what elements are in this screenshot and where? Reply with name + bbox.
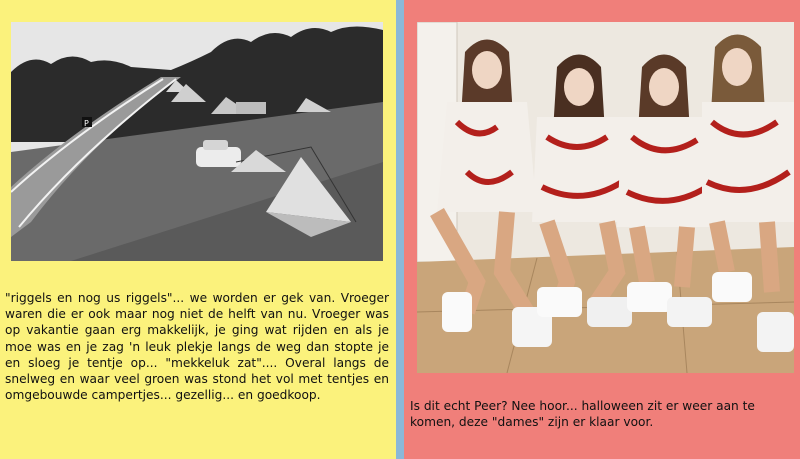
halloween-costume-photo xyxy=(417,22,794,373)
right-caption: Is dit echt Peer? Nee hoor... halloween zit er weer aan te komen, deze "dames" zijn er klaar voor. xyxy=(410,399,755,430)
right-panel xyxy=(404,0,800,459)
left-panel xyxy=(0,0,396,459)
parking-sign-letter: P xyxy=(84,119,89,128)
panel-divider xyxy=(396,0,404,459)
left-caption: "riggels en nog us riggels"... we worden er gek van. Vroeger waren die er ook maar nog niet de helft van nu. Vroeger was op vakantie gaan erg makkelijk, je ging wat rijden en als je moe was en je zag 'n leuk plekje langs de weg dan stopte je en sloeg je tentje op... "mekkeluk zat".... Overal langs de snelweg en waar veel groen was stond het vol met tentjes en omgebouwde campertjes... gezellig... en goedkoop. xyxy=(5,291,389,403)
roadside-camping-photo xyxy=(11,22,383,261)
